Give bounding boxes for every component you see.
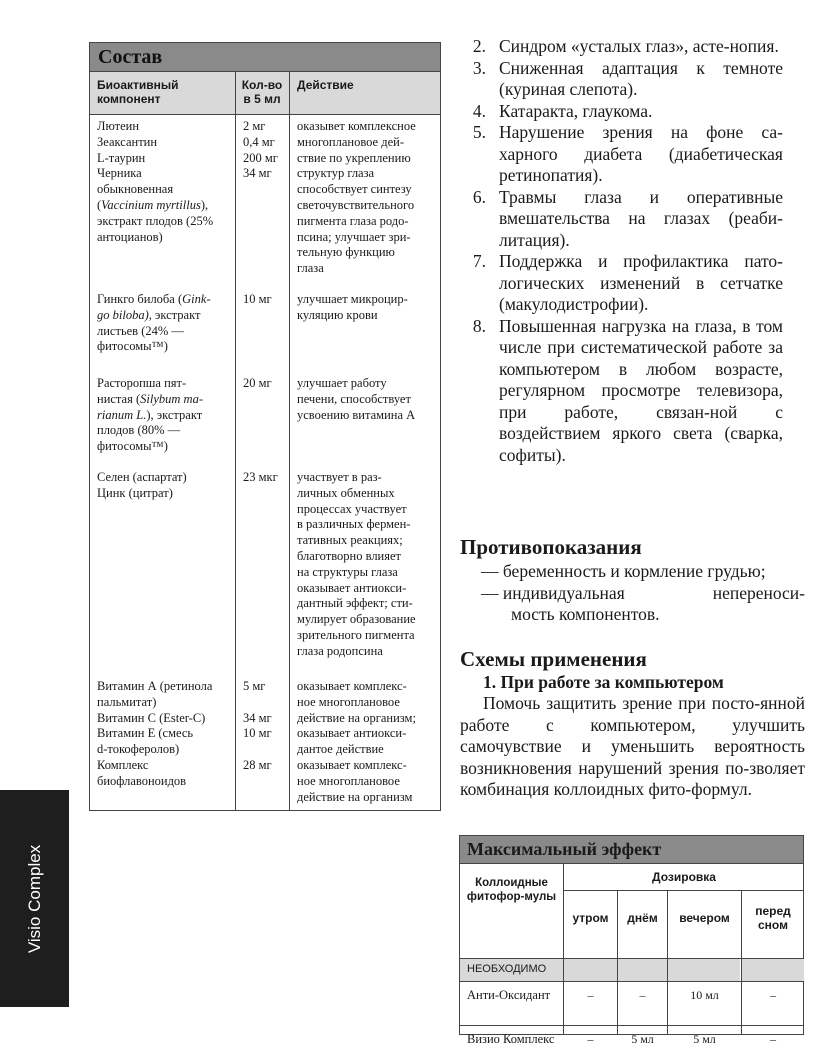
indication-item bbox=[459, 101, 783, 123]
indication-number: 6. bbox=[472, 186, 486, 207]
row-name-2: Визио Комплекс bbox=[467, 1032, 555, 1046]
header-component: Биоактивный компонент bbox=[97, 78, 179, 106]
indication-item bbox=[459, 122, 783, 187]
indication-item bbox=[459, 58, 783, 101]
composition-table bbox=[89, 42, 441, 811]
indication-number: 2. bbox=[472, 36, 486, 56]
col-evening: вечером bbox=[679, 911, 730, 925]
header-action: Действие bbox=[297, 78, 354, 92]
row-2-morning: – bbox=[587, 1032, 594, 1046]
indication-number: 5. bbox=[472, 122, 486, 142]
indication-text: Повышенная нагрузка на глаза, в том числе при систематической работе за компьютером в любом возрасте, регулярном просмотре телевизора, при работе, связан-ной с воздействием яркого света (сварка, софиты). bbox=[499, 315, 783, 465]
indication-number: 7. bbox=[472, 251, 486, 271]
contra-item-1: — беременность и кормление грудью; bbox=[481, 561, 766, 581]
indication-text: Синдром «усталых глаз», асте-нопия. bbox=[499, 36, 779, 56]
amount-cell: 23 мкг bbox=[243, 470, 278, 484]
amount-cell: 2 мг 0,4 мг 200 мг 34 мг bbox=[243, 119, 278, 181]
component-cell: Витамин А (ретинола пальмитат) Витамин С (Ester-C) Витамин Е (смесь d-токоферолов) Комплекс биофлавоноидов bbox=[97, 679, 213, 788]
action-cell: оказывет комплексное многоплановое дей- ствие по укреплению структур глаза способствует синтезу светочувствительного пигмента глаза родо- псина; улучшает зри- тельную функцию глаза bbox=[297, 119, 416, 276]
composition-header-row bbox=[90, 72, 440, 115]
indication-item bbox=[459, 251, 783, 316]
max-effect-title: Максимальный эффект bbox=[460, 836, 803, 864]
col-before-sleep: перед сном bbox=[755, 904, 791, 932]
indication-text: Катаракта, глаукома. bbox=[499, 100, 653, 121]
indication-item bbox=[459, 36, 783, 58]
row-2-evening: 5 мл bbox=[693, 1032, 716, 1046]
schemes-subtitle: 1. При работе за компьютером bbox=[483, 672, 724, 692]
indication-number: 3. bbox=[472, 57, 486, 78]
component-cell: Гинкго билоба (Gink- go biloba), экстракт листьев (24% — фитосомы™) bbox=[97, 292, 211, 354]
indication-text: Сниженная адаптация к темноте (куриная слепота). bbox=[499, 57, 783, 99]
side-tab-label: Visio Complex bbox=[24, 844, 44, 953]
side-tab bbox=[0, 790, 69, 1007]
schemes-section bbox=[460, 647, 805, 801]
indication-text: Нарушение зрения на фоне са-харного диабета (диабетическая ретинопатия). bbox=[499, 122, 783, 185]
row-1-evening: 10 мл bbox=[690, 988, 719, 1002]
max-effect-table bbox=[459, 835, 804, 1046]
indication-number: 8. bbox=[472, 315, 486, 336]
row-2-day: 5 мл bbox=[631, 1032, 654, 1046]
composition-body bbox=[90, 114, 440, 810]
col-day: днём bbox=[627, 911, 658, 925]
row-1-morning: – bbox=[587, 988, 594, 1002]
component-cell: Расторопша пят- нистая (Silybum ma- rianum L.), экстракт плодов (80% — фитосомы™) bbox=[97, 376, 203, 454]
amount-cell: 5 мг 34 мг 10 мг 28 мг bbox=[243, 679, 272, 772]
action-cell: оказывает комплекс- ное многоплановое действие на организм; оказывает антиокси- дантое действие оказывает комплекс- ное многоплановое действие на организм bbox=[297, 679, 416, 804]
action-cell: участвует в раз- личных обменных процессах участвует в различных фермен- тативных реакциях; благотворно влияет на структуры глаза оказывает антиокси- дантный эффект; сти- мулирует образование зрительного пигмента глаза родопсина bbox=[297, 470, 416, 658]
indication-item bbox=[459, 316, 783, 467]
contraindications-section bbox=[460, 535, 805, 626]
col-dosage: Дозировка bbox=[652, 870, 716, 884]
contraindications-title: Противопоказания bbox=[460, 535, 642, 559]
row-1-before-sleep: – bbox=[770, 988, 776, 1002]
col-phytoformulas: Коллоидные фитофор-мулы bbox=[466, 877, 557, 903]
row-2-before-sleep: – bbox=[770, 1032, 776, 1046]
col-morning: утром bbox=[572, 911, 609, 925]
header-amount: Кол-во в 5 мл bbox=[241, 78, 283, 106]
indication-number: 4. bbox=[472, 100, 486, 121]
schemes-title: Схемы применения bbox=[460, 647, 647, 671]
schemes-paragraph: Помочь защитить зрение при посто-янной работе с компьютером, улучшить самочувствие и уменьшить вероятность возникновения нарушений зрения по-зволяет комбинация коллоидных фито-формул. bbox=[460, 693, 805, 799]
section-label: НЕОБХОДИМО bbox=[467, 963, 547, 975]
contra-item-3: мость компонентов. bbox=[511, 604, 660, 624]
row-1-day: – bbox=[639, 988, 646, 1002]
row-name-1: Анти-Оксидант bbox=[467, 988, 551, 1002]
max-effect-grid bbox=[460, 864, 803, 1046]
indication-item bbox=[459, 187, 783, 252]
component-cell: Селен (аспартат) Цинк (цитрат) bbox=[97, 470, 187, 500]
indication-text: Травмы глаза и оперативные вмешательства на глазах (реаби-литация). bbox=[499, 186, 783, 250]
contra-item-2: — индивидуальная непереноси- bbox=[481, 582, 805, 603]
indications-list bbox=[459, 36, 783, 466]
component-cell: Лютеин Зеаксантин L-таурин Черника обыкновенная (Vaccinium myrtillus), экстракт плодов (25% антоцианов) bbox=[97, 119, 214, 244]
indication-text: Поддержка и профилактика пато-логических изменений в сетчатке (макулодистрофии). bbox=[499, 251, 783, 314]
amount-cell: 10 мг bbox=[243, 292, 272, 306]
composition-title: Состав bbox=[90, 43, 440, 72]
action-cell: улучшает микроцир- куляцию крови bbox=[297, 292, 408, 322]
amount-cell: 20 мг bbox=[243, 376, 272, 390]
action-cell: улучшает работу печени, способствует усвоению витамина А bbox=[297, 376, 416, 422]
